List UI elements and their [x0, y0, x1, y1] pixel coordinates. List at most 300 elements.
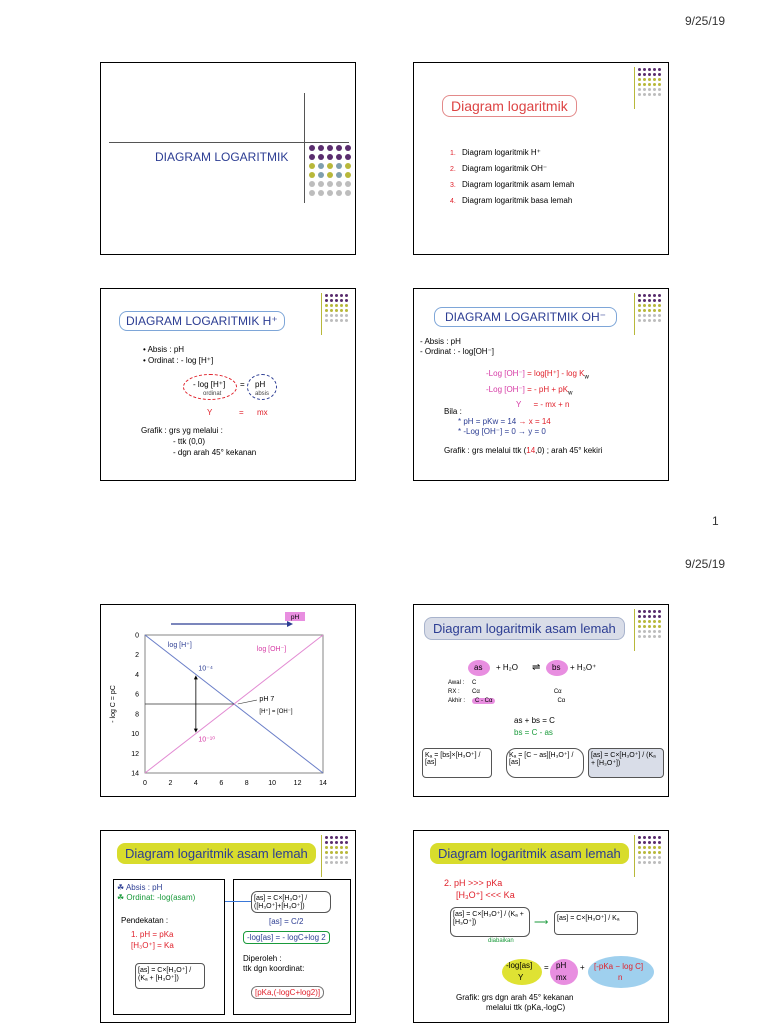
result-formula-3: -log[as] = - logC+log 2	[243, 931, 330, 944]
dot	[309, 181, 315, 187]
dot	[643, 304, 646, 307]
date-bottom: 9/25/19	[685, 557, 726, 571]
dot	[638, 846, 641, 849]
mx-label: mx	[257, 408, 268, 417]
derivation-line-3: Y = - mx + n	[516, 400, 570, 410]
approach-1-b: [H₃O⁺] = Ka	[131, 941, 174, 950]
result-formula-1: [as] = C×[H₃O⁺] / ([H₃O⁺]+[H₃O⁺])	[251, 891, 331, 913]
dot	[345, 294, 348, 297]
dot	[638, 304, 641, 307]
dot	[658, 299, 661, 302]
dot	[653, 68, 656, 71]
dot	[638, 294, 641, 297]
dot	[336, 163, 342, 169]
dot	[653, 88, 656, 91]
dot	[643, 836, 646, 839]
dot	[653, 841, 656, 844]
dot	[340, 846, 343, 849]
dot	[648, 314, 651, 317]
x-tick-label: 8	[244, 780, 249, 787]
dot	[653, 83, 656, 86]
rhs-label: [-pKa − log C]	[594, 962, 644, 971]
ice-akhir: Akhir : C - Cα Cα	[448, 698, 566, 704]
dot	[658, 856, 661, 859]
dot	[648, 309, 651, 312]
derivation-line-1: -Log $[OH^-] = \log[H^+] - \log K_w$	[486, 369, 589, 381]
graph-description	[141, 425, 256, 458]
obtained	[243, 954, 304, 974]
dot	[327, 190, 333, 196]
slide-log-h	[100, 288, 356, 481]
topic-item: 1. Diagram logaritmik H⁺	[450, 148, 541, 157]
page-number: 1	[712, 514, 719, 528]
dot	[648, 856, 651, 859]
dot	[345, 861, 348, 864]
dot	[638, 314, 641, 317]
dot	[648, 88, 651, 91]
topic-item: 3. Diagram logaritmik asam lemah	[450, 180, 575, 189]
dot	[335, 294, 338, 297]
dot	[658, 304, 661, 307]
y-tick-label: 6	[135, 691, 139, 699]
slide-contents	[413, 62, 669, 255]
dot	[340, 851, 343, 854]
dot	[325, 846, 328, 849]
condition	[444, 877, 515, 901]
dot	[325, 861, 328, 864]
dot	[345, 851, 348, 854]
dot	[658, 78, 661, 81]
dot	[345, 304, 348, 307]
dot	[309, 190, 315, 196]
dot	[325, 836, 328, 839]
dot	[335, 299, 338, 302]
approx-arrow: ⟶	[534, 917, 549, 928]
dot	[327, 181, 333, 187]
dot	[638, 861, 641, 864]
accent-line	[634, 835, 635, 877]
dot	[658, 625, 661, 628]
dot	[340, 319, 343, 322]
slide1-title: DIAGRAM LOGARITMIK	[155, 150, 289, 164]
dot	[648, 93, 651, 96]
coordinate-result: [pKa,(-logC+log2)]	[251, 986, 324, 999]
dot	[340, 294, 343, 297]
dot	[345, 846, 348, 849]
accent-line	[321, 293, 322, 335]
h2o-label: + H₂O	[496, 663, 518, 672]
ordinat-caption: ordinat	[203, 391, 222, 397]
dot	[653, 309, 656, 312]
dot	[638, 319, 641, 322]
slide2-title: Diagram logaritmik	[442, 95, 577, 117]
dot	[643, 73, 646, 76]
dot	[643, 610, 646, 613]
dot	[648, 841, 651, 844]
dot	[658, 73, 661, 76]
as-formula-full: [as] = C×[H₃O⁺] / (Kₐ + [H₃O⁺])	[450, 907, 530, 937]
dot	[648, 615, 651, 618]
axis-bullets	[420, 337, 494, 357]
x-tick-label: 14	[319, 780, 327, 787]
dot	[330, 841, 333, 844]
dot	[335, 304, 338, 307]
dot	[648, 294, 651, 297]
y-label: Y	[518, 973, 524, 982]
dot	[318, 190, 324, 196]
dot	[658, 314, 661, 317]
equilibrium-arrows: ⇌	[532, 662, 541, 673]
as-formula: [as] = C×[H₃O⁺] / (Kₐ + [H₃O⁺])	[588, 748, 664, 778]
dot	[658, 309, 661, 312]
condition-2: [H₃O⁺] <<< Ka	[456, 890, 515, 900]
dot	[325, 319, 328, 322]
dot	[643, 78, 646, 81]
dot	[330, 851, 333, 854]
slide-weak-acid-2	[100, 830, 356, 1023]
dot	[638, 93, 641, 96]
dot	[345, 163, 351, 169]
dot	[335, 836, 338, 839]
dot	[653, 620, 656, 623]
dot	[638, 309, 641, 312]
dot	[643, 83, 646, 86]
dot	[653, 93, 656, 96]
dot	[336, 190, 342, 196]
ka-formula-2: Kₐ = [C − as][H₃O⁺] / [as]	[506, 748, 584, 778]
topic-list	[450, 145, 574, 209]
equals-sign: =	[544, 963, 549, 972]
mass-balance	[514, 715, 555, 739]
y-tick-label: 14	[131, 770, 139, 778]
dot	[643, 615, 646, 618]
dot	[653, 625, 656, 628]
dot	[658, 319, 661, 322]
plus-sign: +	[580, 963, 585, 972]
dot	[345, 309, 348, 312]
slide3-title: DIAGRAM LOGARITMIK H⁺	[119, 311, 285, 331]
dot	[653, 851, 656, 854]
dot	[638, 83, 641, 86]
dot	[330, 304, 333, 307]
equals-sign: =	[240, 380, 245, 389]
dot	[643, 68, 646, 71]
dot	[336, 154, 342, 160]
dot	[345, 841, 348, 844]
dot	[325, 309, 328, 312]
equals-sign-2: =	[239, 408, 244, 417]
dot	[643, 861, 646, 864]
conditions-heading: Bila :	[444, 407, 462, 416]
decorative-dots	[638, 68, 668, 112]
bullet-ordinat: ☘ Ordinat: -log(asam)	[117, 893, 196, 902]
sum-1: as + bs = C	[514, 716, 555, 725]
dot	[658, 841, 661, 844]
slide-weak-acid-3	[413, 830, 669, 1023]
dot	[658, 294, 661, 297]
dot	[335, 319, 338, 322]
date-top: 9/25/19	[685, 14, 726, 28]
dot	[638, 620, 641, 623]
dot	[638, 299, 641, 302]
dot	[653, 856, 656, 859]
lhs-label: -log[as]	[506, 961, 533, 970]
label-1e-10: 10⁻¹⁰	[198, 736, 216, 744]
decorative-dots	[325, 294, 355, 338]
dot	[658, 630, 661, 633]
decorative-dots	[638, 294, 668, 338]
y-tick-label: 8	[135, 711, 139, 719]
dot	[648, 319, 651, 322]
dot	[318, 145, 324, 151]
divider-horizontal	[109, 142, 349, 143]
dot	[658, 88, 661, 91]
decorative-dots	[638, 610, 668, 654]
dot	[318, 181, 324, 187]
approach-1-a: 1. pH = pKa	[131, 930, 174, 939]
dot	[638, 856, 641, 859]
dot	[327, 172, 333, 178]
approach-heading: Pendekatan :	[121, 916, 169, 925]
dot	[330, 836, 333, 839]
ph-label: pH	[255, 380, 266, 389]
y-axis-label: - log C = pC	[110, 685, 117, 723]
ice-table	[448, 679, 565, 706]
dot	[643, 846, 646, 849]
dot	[330, 319, 333, 322]
dot	[345, 836, 348, 839]
dot	[340, 856, 343, 859]
dot	[345, 319, 348, 322]
slide7-title: Diagram logaritmik asam lemah	[117, 843, 316, 864]
dot	[658, 615, 661, 618]
dot	[643, 620, 646, 623]
rhs-highlight	[588, 956, 654, 988]
condition-1: 2. pH >>> pKa	[444, 878, 503, 888]
dot	[638, 610, 641, 613]
dot	[638, 73, 641, 76]
dot	[658, 635, 661, 638]
series-label-h: log [H⁺]	[167, 641, 192, 649]
dot	[648, 630, 651, 633]
dot	[653, 314, 656, 317]
dot	[643, 851, 646, 854]
series-label-oh: log [OH⁻]	[256, 645, 287, 653]
label-1e-4: 10⁻⁴	[198, 665, 213, 673]
approach-1	[131, 929, 174, 951]
x-tick-label: 2	[168, 780, 173, 787]
dot	[335, 861, 338, 864]
dot	[653, 846, 656, 849]
dot	[638, 841, 641, 844]
dot	[345, 154, 351, 160]
dot	[648, 73, 651, 76]
dot	[643, 88, 646, 91]
slide-weak-acid-1	[413, 604, 669, 797]
dot	[658, 846, 661, 849]
decorative-dots	[325, 836, 355, 880]
graph-point: melalui ttk (pKa,-logC)	[486, 1003, 566, 1012]
accent-line	[634, 67, 635, 109]
dot	[340, 314, 343, 317]
dot	[653, 861, 656, 864]
bs-label: bs	[552, 663, 561, 672]
topic-item: 4. Diagram logaritmik basa lemah	[450, 196, 573, 205]
dot	[643, 625, 646, 628]
dot	[309, 145, 315, 151]
dot	[318, 172, 324, 178]
dot	[330, 299, 333, 302]
obtained-subheading: ttk dgn koordinat:	[243, 964, 305, 973]
dot	[345, 172, 351, 178]
dot	[345, 299, 348, 302]
dot	[336, 181, 342, 187]
dot	[638, 615, 641, 618]
dot	[325, 841, 328, 844]
dot	[643, 319, 646, 322]
bullet-ordinat: - Ordinat : - log[OH⁻]	[420, 347, 495, 356]
dot	[658, 620, 661, 623]
dot	[330, 314, 333, 317]
dot	[648, 299, 651, 302]
dot	[638, 88, 641, 91]
mx-label: mx	[556, 973, 567, 982]
graph-direction: Grafik: grs dgn arah 45° kekanan	[456, 993, 574, 1002]
dot	[318, 163, 324, 169]
dot	[325, 299, 328, 302]
x-tick-label: 10	[268, 780, 277, 787]
dot	[340, 299, 343, 302]
dot	[345, 190, 351, 196]
neutral-eq-label: [H⁺] = [OH⁻]	[259, 708, 293, 715]
dot	[335, 841, 338, 844]
dot	[325, 856, 328, 859]
dot	[345, 145, 351, 151]
dot	[638, 836, 641, 839]
dot	[638, 630, 641, 633]
dot	[648, 78, 651, 81]
dot	[653, 635, 656, 638]
dot	[648, 635, 651, 638]
conditions	[444, 407, 551, 437]
dot	[325, 294, 328, 297]
dot	[330, 294, 333, 297]
graph-description: Grafik : grs melalui ttk (14,0) ; arah 45° kekiri	[444, 446, 603, 455]
dot	[340, 304, 343, 307]
dot	[653, 304, 656, 307]
dot	[658, 861, 661, 864]
dot	[345, 181, 351, 187]
x-tick-label: 4	[193, 780, 198, 787]
dot	[340, 309, 343, 312]
slide4-title: DIAGRAM LOGARITMIK OH⁻	[434, 307, 617, 327]
condition-2: * -Log [OH⁻] = 0 → y = 0	[458, 427, 546, 436]
sum-2: bs = C - as	[514, 728, 553, 737]
slide-log-oh	[413, 288, 669, 481]
dot	[658, 83, 661, 86]
y-tick-label: 12	[131, 750, 139, 758]
derivation-line-2: -Log [OH⁻] = - pH + $pK_w$	[486, 384, 573, 397]
oh-derivation	[486, 368, 589, 411]
slide8-title: Diagram logaritmik asam lemah	[430, 843, 629, 864]
obtained-heading: Diperoleh :	[243, 954, 282, 963]
y-tick-label: 2	[135, 652, 139, 660]
ice-rx: RX : Cα Cα	[448, 689, 562, 695]
dot	[653, 294, 656, 297]
ph7-label: pH 7	[259, 696, 275, 704]
n-label: n	[618, 973, 623, 982]
accent-line	[634, 609, 635, 651]
dot	[345, 856, 348, 859]
dot	[648, 620, 651, 623]
dot	[330, 846, 333, 849]
dot	[638, 851, 641, 854]
dot	[643, 630, 646, 633]
dot	[648, 846, 651, 849]
dot	[638, 635, 641, 638]
dot	[327, 145, 333, 151]
dot	[638, 625, 641, 628]
log-diagram-chart	[101, 605, 356, 797]
dot	[648, 304, 651, 307]
dot	[653, 319, 656, 322]
dot	[336, 145, 342, 151]
axis-bullets	[117, 883, 195, 903]
x-tick-label: 12	[293, 780, 302, 787]
slide-chart	[100, 604, 356, 797]
dot	[335, 851, 338, 854]
dot	[335, 856, 338, 859]
dot	[648, 836, 651, 839]
as-formula: [as] = C×[H₃O⁺] / (Kₐ + [H₃O⁺])	[135, 963, 205, 989]
connector-arrow	[225, 901, 251, 902]
graph-heading: Grafik : grs yg melalui :	[141, 426, 223, 435]
dot	[340, 841, 343, 844]
dot	[658, 68, 661, 71]
h3o-label: + H₃O⁺	[570, 663, 597, 672]
dot	[336, 172, 342, 178]
graph-direction: - dgn arah 45° kekanan	[173, 448, 257, 457]
y-tick-label: 4	[135, 671, 139, 679]
bullet-absis: ☘ Absis : pH	[117, 883, 163, 892]
dot	[638, 68, 641, 71]
slide-title	[100, 62, 356, 255]
dot	[643, 309, 646, 312]
dot	[653, 299, 656, 302]
dot	[653, 78, 656, 81]
dot	[653, 630, 656, 633]
slide6-title: Diagram logaritmik asam lemah	[424, 617, 625, 640]
dot	[638, 78, 641, 81]
dot	[325, 304, 328, 307]
dot	[643, 93, 646, 96]
dot	[653, 610, 656, 613]
dot	[325, 314, 328, 317]
dot	[335, 314, 338, 317]
ph-badge: pH	[290, 614, 300, 621]
dot	[658, 93, 661, 96]
ice-awal: Awal : C	[448, 680, 477, 686]
dot	[325, 851, 328, 854]
dot	[648, 861, 651, 864]
dot	[643, 299, 646, 302]
dot	[318, 154, 324, 160]
topic-item: 2. Diagram logaritmik OH⁻	[450, 164, 548, 173]
log-h-label: - log [H⁺]	[193, 380, 226, 389]
accent-line	[321, 835, 322, 877]
divider-vertical	[304, 93, 305, 203]
dot	[658, 851, 661, 854]
